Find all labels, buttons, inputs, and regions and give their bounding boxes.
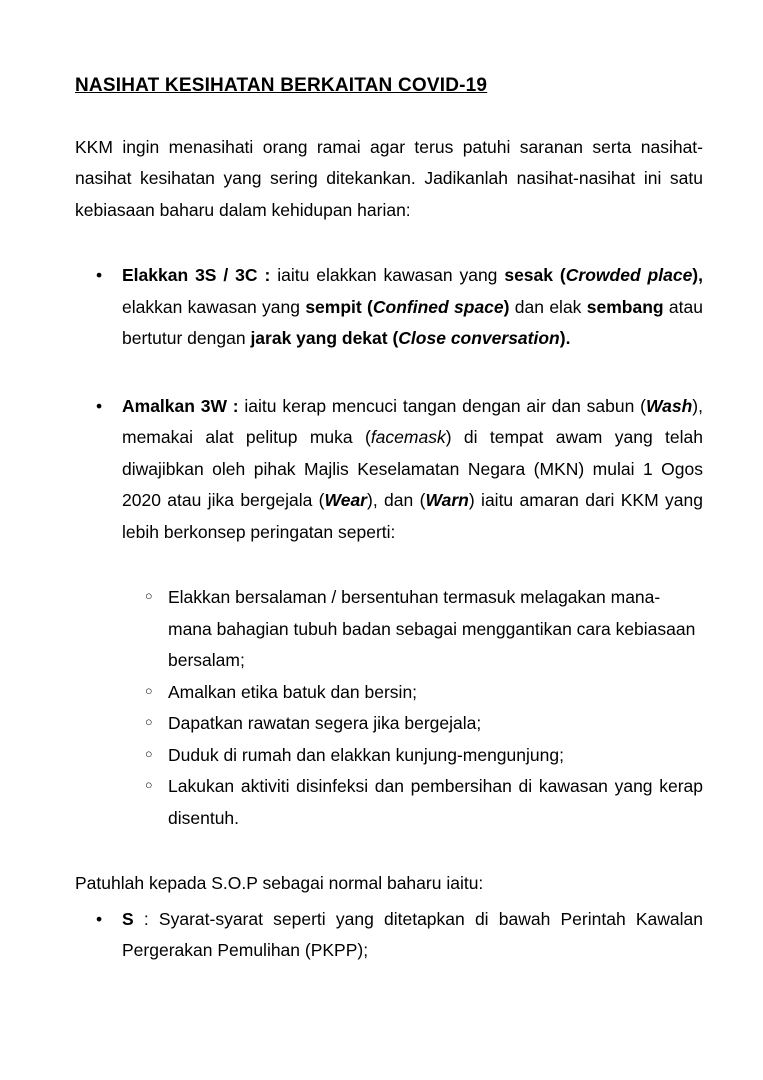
bullet-icon: •: [96, 265, 103, 285]
sub-bullet-item: [75, 677, 703, 709]
bullet-lead: S: [122, 908, 134, 929]
text-run: Warn: [425, 490, 469, 510]
bullet-icon: •: [96, 395, 103, 416]
text-run: iaitu kerap mencuci tangan dengan air dan sabun (: [244, 395, 646, 416]
text-run: Wash: [645, 395, 693, 416]
text-run: : Syarat-syarat seperti yang ditetapkan di bawah Perintah Kawalan Pergerakan Pemulihan (PKPP);: [122, 908, 703, 960]
circle-bullet-icon: ○: [145, 683, 153, 698]
bullet-item-amalkan-3w: [75, 391, 703, 549]
text-run: Confined space: [372, 296, 504, 317]
sub-bullet-item: [75, 771, 703, 834]
text-run: ) di tempat awam yang telah diwajibkan oleh pihak Majlis Keselamatan Negara (MKN) mulai 1 Ogos 2020 atau jika bergejala (: [122, 427, 703, 510]
text-run: ),: [692, 265, 703, 285]
text-run: sesak (: [504, 265, 566, 285]
text-run: Wear: [324, 490, 367, 510]
circle-bullet-icon: ○: [145, 778, 153, 792]
sop-intro-paragraph: Patuhlah kepada S.O.P sebagai normal baharu iaitu:: [75, 873, 484, 893]
text-run: Crowded place: [565, 265, 693, 285]
bullet-icon: •: [96, 908, 103, 929]
sub-bullet-text: Duduk di rumah dan elakkan kunjung-mengunjung;: [168, 744, 564, 765]
text-run: ) iaitu amaran dari KKM yang lebih berkonsep peringatan seperti:: [122, 490, 703, 542]
circle-bullet-icon: ○: [145, 746, 153, 761]
text-run: dan elak: [514, 296, 587, 317]
sub-bullet-item: [75, 740, 703, 772]
text-run: ), memakai alat pelitup muka (: [122, 395, 703, 447]
sub-bullet-item: [75, 582, 703, 677]
text-run: ).: [559, 328, 571, 348]
text-run: ), dan (: [367, 490, 426, 510]
circle-bullet-icon: ○: [145, 715, 153, 729]
sub-bullet-text: Amalkan etika batuk dan bersin;: [168, 681, 418, 702]
text-run: atau bertutur dengan: [122, 296, 703, 348]
text-run: elakkan kawasan yang: [122, 296, 306, 317]
sub-bullet-list: [75, 582, 703, 834]
sub-bullet-item: [75, 708, 703, 740]
sub-bullet-text: Dapatkan rawatan segera jika bergejala;: [168, 713, 482, 733]
text-run: sembang: [586, 296, 664, 317]
circle-bullet-icon: ○: [145, 589, 153, 603]
text-run: iaitu elakkan kawasan yang: [277, 265, 505, 285]
sub-bullet-text: Lakukan aktiviti disinfeksi dan pembersihan di kawasan yang kerap disentuh.: [168, 776, 703, 828]
bullet-item-elakkan-3s3c: [75, 260, 703, 355]
bullet-lead: Amalkan 3W :: [122, 395, 245, 416]
text-run: jarak yang dekat (: [250, 328, 399, 348]
sub-bullet-text: Elakkan bersalaman / bersentuhan termasuk melagakan mana-mana bahagian tubuh badan sebagai menggantikan cara kebiasaan bersalam;: [168, 587, 696, 670]
document-title: NASIHAT KESIHATAN BERKAITAN COVID-19: [75, 75, 488, 96]
text-run: ): [503, 296, 515, 317]
intro-paragraph: KKM ingin menasihati orang ramai agar terus patuhi saranan serta nasihat-nasihat kesihatan yang sering ditekankan. Jadikanlah nasihat-nasihat ini satu kebiasaan baharu dalam kehidupan harian:: [75, 136, 703, 220]
text-run: Close conversation: [398, 328, 560, 348]
text-run: facemask: [370, 427, 446, 447]
text-run: sempit (: [305, 296, 373, 317]
bullet-item-sop-s: [75, 904, 703, 967]
bullet-lead: Elakkan 3S / 3C :: [122, 265, 278, 285]
